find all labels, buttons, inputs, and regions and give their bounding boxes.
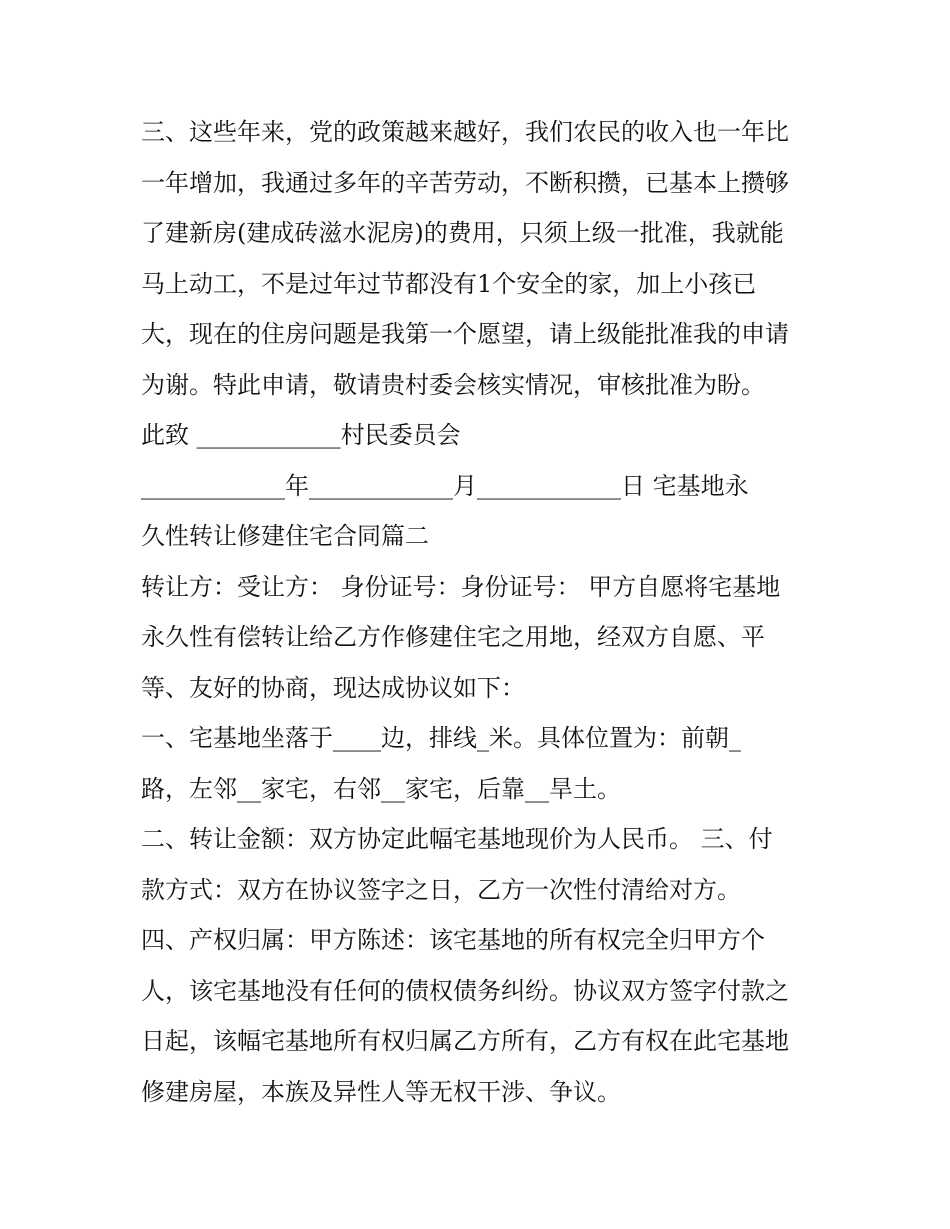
clause-line: 人，该宅基地没有任何的债权债务纠纷。协议双方签字付款之	[141, 976, 789, 1005]
clause-line: 二、转让金额：双方协定此幅宅基地现价为人民币。 三、付	[141, 825, 773, 853]
clause-line: 修建房屋，本族及异性人等无权干涉、争议。	[141, 1077, 621, 1106]
paragraph-line: 马上动工，不是过年过节都没有1个安全的家，加上小孩已	[141, 269, 757, 298]
paragraph-line: 大，现在的住房问题是我第一个愿望，请上级能批准我的申请	[141, 320, 789, 348]
paragraph-line: 永久性有偿转让给乙方作修建住宅之用地，经双方自愿、平	[141, 623, 765, 651]
paragraph-line: 了建新房(建成砖滋水泥房)的费用，只须上级一批准，我就能	[141, 219, 784, 247]
paragraph-line: 三、这些年来，党的政策越来越好，我们农民的收入也一年比	[141, 118, 789, 146]
clause-line: 一、宅基地坐落于____边，排线_米。具体位置为：前朝_	[141, 724, 741, 752]
paragraph-line: 转让方：受让方： 身份证号：身份证号： 甲方自愿将宅基地	[141, 572, 781, 601]
date-line: ____________年____________月____________日 宅基地永	[141, 471, 749, 500]
clause-line: 四、产权归属：甲方陈述：该宅基地的所有权完全归甲方个	[141, 926, 765, 954]
section-title: 久性转让修建住宅合同篇二	[141, 522, 429, 550]
clause-line: 路，左邻__家宅，右邻__家宅，后靠__旱土。	[141, 774, 621, 803]
document-body	[141, 107, 821, 1117]
clause-line: 款方式：双方在协议签字之日，乙方一次性付清给对方。	[141, 875, 741, 904]
paragraph-line: 为谢。特此申请，敬请贵村委会核实情况，审核批准为盼。	[141, 370, 765, 399]
paragraph-line: 等、友好的协商，现达成协议如下：	[141, 673, 525, 702]
paragraph-line: 一年增加，我通过多年的辛苦劳动，不断积攒，已基本上攒够	[141, 168, 789, 197]
clause-line: 日起，该幅宅基地所有权归属乙方所有，乙方有权在此宅基地	[141, 1027, 789, 1055]
salutation-line: 此致 ____________村民委员会	[141, 421, 461, 449]
